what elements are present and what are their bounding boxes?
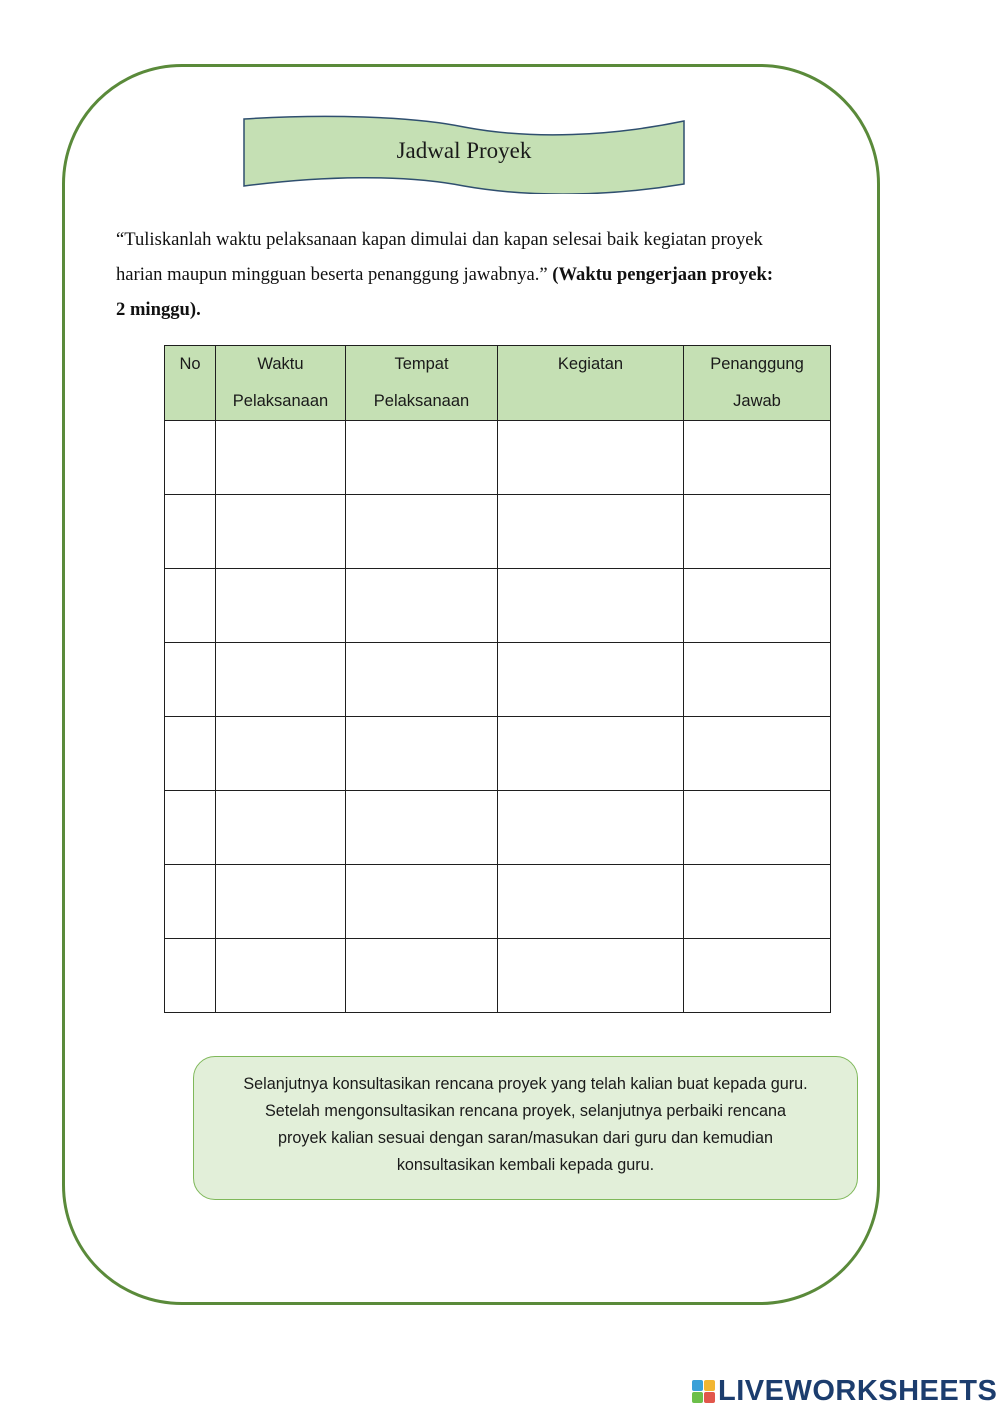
cell-penanggung-jawab[interactable] (684, 939, 831, 1013)
note-line-4: konsultasikan kembali kepada guru. (396, 1156, 655, 1174)
header-no: No (165, 346, 216, 421)
consultation-note-box (193, 1056, 858, 1200)
cell-penanggung-jawab[interactable] (684, 569, 831, 643)
cell-tempat[interactable] (346, 791, 498, 865)
cell-tempat[interactable] (346, 939, 498, 1013)
cell-tempat[interactable] (346, 569, 498, 643)
cell-tempat[interactable] (346, 717, 498, 791)
note-line-3: proyek kalian sesuai dengan saran/masukan dari guru dan kemudian (278, 1129, 773, 1147)
cell-waktu[interactable] (216, 569, 346, 643)
cell-kegiatan[interactable] (498, 939, 684, 1013)
cell-penanggung-jawab[interactable] (684, 643, 831, 717)
cell-kegiatan[interactable] (498, 791, 684, 865)
cell-waktu[interactable] (216, 421, 346, 495)
cell-penanggung-jawab[interactable] (684, 421, 831, 495)
cell-no[interactable] (165, 569, 216, 643)
note-line-1: Selanjutnya konsultasikan rencana proyek yang telah kalian buat kepada guru. (243, 1075, 808, 1093)
instruction-paragraph (116, 222, 836, 327)
instruction-duration-label: (Waktu pengerjaan proyek: (552, 264, 774, 285)
cell-tempat[interactable] (346, 421, 498, 495)
instruction-line-1: “Tuliskanlah waktu pelaksanaan kapan dimulai dan kapan selesai baik kegiatan proyek (116, 229, 763, 250)
header-penanggung-jawab: Penanggung Jawab (684, 346, 831, 421)
note-line-2: Setelah mengonsultasikan rencana proyek, selanjutnya perbaiki rencana (264, 1102, 787, 1120)
cell-waktu[interactable] (216, 791, 346, 865)
cell-waktu[interactable] (216, 939, 346, 1013)
table-row (165, 643, 831, 717)
header-kegiatan: Kegiatan (498, 346, 684, 421)
liveworksheets-logo-icon (692, 1380, 715, 1403)
cell-kegiatan[interactable] (498, 569, 684, 643)
cell-no[interactable] (165, 939, 216, 1013)
cell-penanggung-jawab[interactable] (684, 865, 831, 939)
cell-penanggung-jawab[interactable] (684, 717, 831, 791)
cell-waktu[interactable] (216, 643, 346, 717)
instruction-duration-value: 2 minggu). (116, 299, 201, 320)
cell-no[interactable] (165, 495, 216, 569)
cell-no[interactable] (165, 791, 216, 865)
schedule-table (164, 345, 831, 1013)
table-header-row (165, 346, 831, 421)
table-row (165, 495, 831, 569)
cell-waktu[interactable] (216, 495, 346, 569)
page-title: Jadwal Proyek (396, 138, 532, 163)
cell-kegiatan[interactable] (498, 717, 684, 791)
table-row (165, 939, 831, 1013)
cell-tempat[interactable] (346, 643, 498, 717)
cell-kegiatan[interactable] (498, 421, 684, 495)
cell-penanggung-jawab[interactable] (684, 791, 831, 865)
logo-square-yellow (704, 1380, 715, 1391)
brand-wordmark: LIVEWORKSHEETS (718, 1374, 998, 1407)
table-row (165, 421, 831, 495)
cell-tempat[interactable] (346, 495, 498, 569)
table-row (165, 791, 831, 865)
cell-tempat[interactable] (346, 865, 498, 939)
cell-no[interactable] (165, 717, 216, 791)
instruction-line-2: harian maupun mingguan beserta penanggung jawabnya.” (116, 264, 553, 285)
logo-square-green (692, 1392, 703, 1403)
logo-square-red (704, 1392, 715, 1403)
cell-penanggung-jawab[interactable] (684, 495, 831, 569)
title-banner (242, 112, 686, 194)
cell-waktu[interactable] (216, 717, 346, 791)
cell-kegiatan[interactable] (498, 495, 684, 569)
table-row (165, 569, 831, 643)
header-tempat-pelaksanaan: Tempat Pelaksanaan (346, 346, 498, 421)
logo-square-blue (692, 1380, 703, 1391)
cell-waktu[interactable] (216, 865, 346, 939)
cell-no[interactable] (165, 421, 216, 495)
table-row (165, 865, 831, 939)
cell-no[interactable] (165, 865, 216, 939)
cell-kegiatan[interactable] (498, 643, 684, 717)
cell-no[interactable] (165, 643, 216, 717)
cell-kegiatan[interactable] (498, 865, 684, 939)
table-row (165, 717, 831, 791)
header-waktu-pelaksanaan: Waktu Pelaksanaan (216, 346, 346, 421)
liveworksheets-brand (692, 1374, 997, 1408)
